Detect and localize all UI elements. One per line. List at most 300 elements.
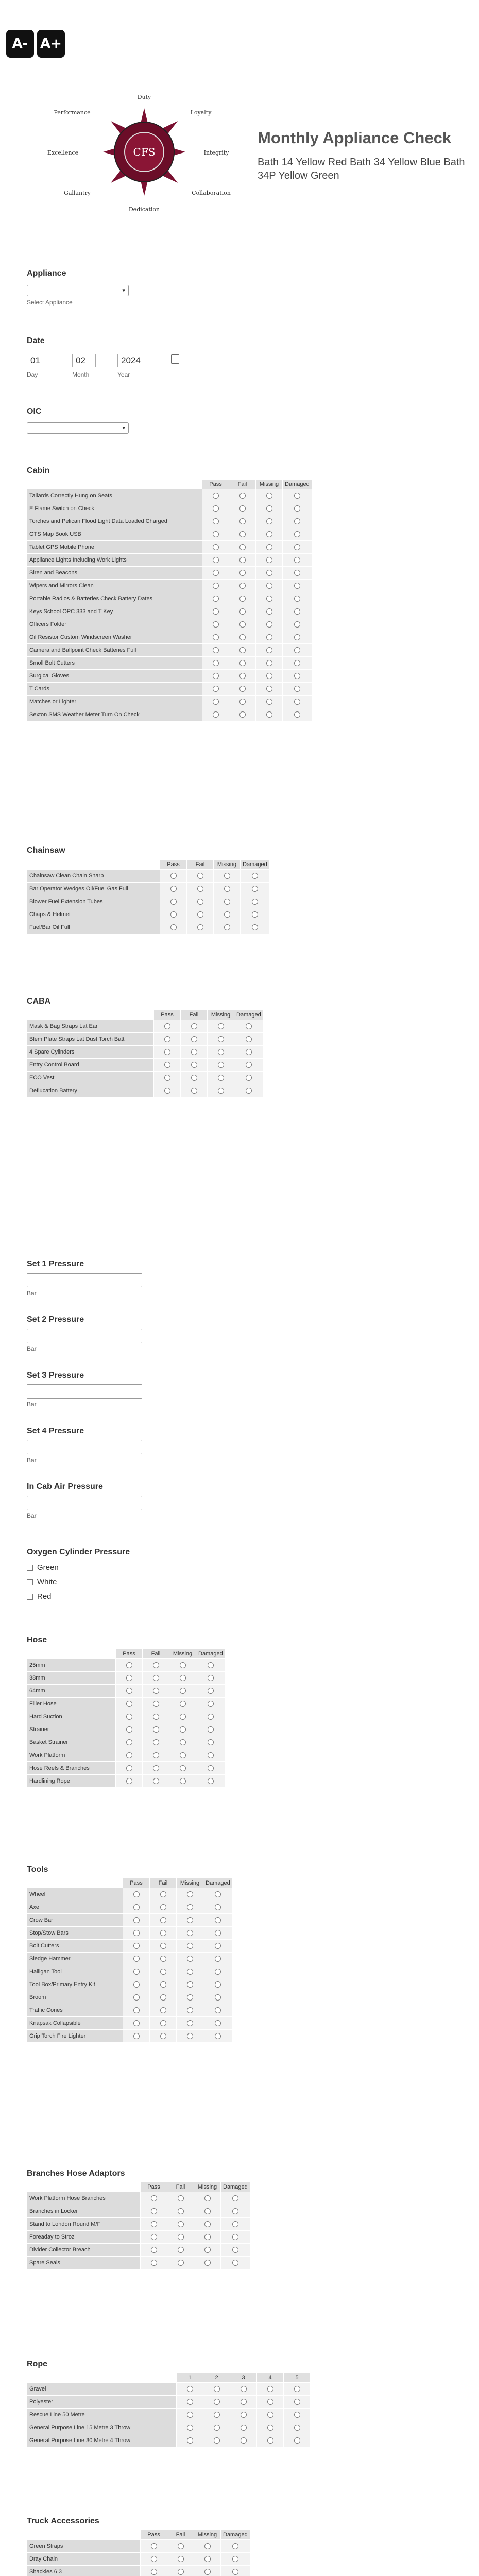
- radio-button[interactable]: [239, 493, 246, 499]
- radio-cell[interactable]: [150, 1888, 177, 1901]
- radio-button[interactable]: [213, 557, 219, 563]
- radio-cell[interactable]: [221, 2218, 250, 2231]
- radio-cell[interactable]: [203, 2434, 230, 2447]
- radio-cell[interactable]: [283, 580, 312, 592]
- radio-cell[interactable]: [169, 1736, 196, 1749]
- radio-cell[interactable]: [257, 2421, 284, 2434]
- radio-button[interactable]: [208, 1662, 214, 1668]
- radio-cell[interactable]: [167, 2244, 194, 2257]
- radio-cell[interactable]: [203, 2409, 230, 2421]
- radio-cell[interactable]: [256, 670, 283, 683]
- radio-button[interactable]: [160, 1981, 166, 1988]
- increase-font-button[interactable]: A+: [37, 30, 65, 58]
- radio-button[interactable]: [204, 2208, 211, 2214]
- radio-cell[interactable]: [229, 657, 256, 670]
- radio-button[interactable]: [187, 1956, 193, 1962]
- radio-button[interactable]: [241, 2399, 247, 2405]
- radio-cell[interactable]: [256, 618, 283, 631]
- checkbox[interactable]: [27, 1579, 33, 1585]
- radio-button[interactable]: [187, 1943, 193, 1949]
- radio-button[interactable]: [294, 647, 300, 653]
- radio-button[interactable]: [151, 2234, 157, 2240]
- radio-cell[interactable]: [177, 2004, 203, 2017]
- date-year-input[interactable]: 2024: [117, 354, 153, 367]
- radio-cell[interactable]: [150, 2030, 177, 2043]
- radio-button[interactable]: [197, 924, 203, 930]
- radio-cell[interactable]: [203, 2030, 233, 2043]
- radio-cell[interactable]: [177, 1914, 203, 1927]
- radio-cell[interactable]: [160, 870, 187, 883]
- radio-cell[interactable]: [241, 895, 270, 908]
- radio-cell[interactable]: [202, 554, 229, 567]
- radio-cell[interactable]: [230, 2396, 257, 2409]
- radio-button[interactable]: [294, 2386, 300, 2392]
- radio-button[interactable]: [215, 1943, 221, 1949]
- radio-button[interactable]: [239, 518, 246, 524]
- radio-cell[interactable]: [169, 1685, 196, 1698]
- radio-cell[interactable]: [208, 1084, 234, 1097]
- radio-button[interactable]: [294, 544, 300, 550]
- radio-cell[interactable]: [141, 2231, 167, 2244]
- radio-cell[interactable]: [203, 2396, 230, 2409]
- radio-cell[interactable]: [141, 2553, 167, 2566]
- radio-button[interactable]: [204, 2569, 211, 2575]
- radio-cell[interactable]: [234, 1084, 264, 1097]
- radio-button[interactable]: [266, 634, 272, 640]
- radio-cell[interactable]: [177, 1978, 203, 1991]
- radio-cell[interactable]: [283, 631, 312, 644]
- radio-button[interactable]: [187, 1891, 193, 1897]
- radio-button[interactable]: [266, 621, 272, 628]
- radio-button[interactable]: [180, 1701, 186, 1707]
- oic-select[interactable]: [27, 422, 129, 434]
- radio-cell[interactable]: [229, 708, 256, 721]
- radio-button[interactable]: [239, 544, 246, 550]
- radio-button[interactable]: [191, 1075, 197, 1081]
- radio-button[interactable]: [153, 1778, 159, 1784]
- oxygen-option-white[interactable]: White: [27, 1578, 57, 1586]
- radio-cell[interactable]: [202, 631, 229, 644]
- radio-cell[interactable]: [203, 1888, 233, 1901]
- radio-button[interactable]: [266, 647, 272, 653]
- radio-cell[interactable]: [194, 2231, 221, 2244]
- radio-button[interactable]: [178, 2234, 184, 2240]
- radio-button[interactable]: [213, 608, 219, 615]
- radio-cell[interactable]: [202, 489, 229, 502]
- radio-cell[interactable]: [150, 1965, 177, 1978]
- radio-button[interactable]: [224, 899, 230, 905]
- radio-cell[interactable]: [229, 683, 256, 696]
- radio-button[interactable]: [294, 711, 300, 718]
- radio-button[interactable]: [294, 570, 300, 576]
- radio-button[interactable]: [214, 2412, 220, 2418]
- radio-button[interactable]: [213, 583, 219, 589]
- radio-button[interactable]: [294, 531, 300, 537]
- radio-button[interactable]: [241, 2386, 247, 2392]
- radio-cell[interactable]: [150, 1978, 177, 1991]
- radio-cell[interactable]: [169, 1762, 196, 1775]
- radio-cell[interactable]: [230, 2421, 257, 2434]
- radio-button[interactable]: [204, 2195, 211, 2201]
- radio-button[interactable]: [208, 1726, 214, 1733]
- radio-button[interactable]: [153, 1688, 159, 1694]
- radio-cell[interactable]: [221, 2231, 250, 2244]
- radio-button[interactable]: [294, 493, 300, 499]
- radio-button[interactable]: [180, 1765, 186, 1771]
- radio-button[interactable]: [164, 1075, 170, 1081]
- radio-button[interactable]: [208, 1714, 214, 1720]
- radio-button[interactable]: [197, 873, 203, 879]
- radio-button[interactable]: [294, 621, 300, 628]
- radio-button[interactable]: [204, 2247, 211, 2253]
- radio-cell[interactable]: [221, 2566, 250, 2576]
- radio-cell[interactable]: [256, 567, 283, 580]
- radio-cell[interactable]: [143, 1672, 169, 1685]
- radio-button[interactable]: [160, 2020, 166, 2026]
- radio-button[interactable]: [180, 1688, 186, 1694]
- radio-button[interactable]: [178, 2247, 184, 2253]
- radio-button[interactable]: [239, 660, 246, 666]
- radio-button[interactable]: [218, 1062, 224, 1068]
- radio-cell[interactable]: [177, 2017, 203, 2030]
- radio-cell[interactable]: [181, 1072, 208, 1084]
- radio-button[interactable]: [187, 2020, 193, 2026]
- radio-button[interactable]: [239, 557, 246, 563]
- radio-cell[interactable]: [141, 2244, 167, 2257]
- radio-cell[interactable]: [214, 921, 241, 934]
- radio-cell[interactable]: [214, 895, 241, 908]
- radio-button[interactable]: [187, 2437, 193, 2444]
- radio-button[interactable]: [191, 1088, 197, 1094]
- radio-cell[interactable]: [116, 1723, 143, 1736]
- radio-cell[interactable]: [229, 541, 256, 554]
- radio-cell[interactable]: [234, 1033, 264, 1046]
- radio-cell[interactable]: [202, 592, 229, 605]
- radio-button[interactable]: [153, 1675, 159, 1681]
- radio-cell[interactable]: [181, 1020, 208, 1033]
- radio-cell[interactable]: [283, 489, 312, 502]
- radio-button[interactable]: [213, 699, 219, 705]
- radio-button[interactable]: [215, 1994, 221, 2001]
- radio-cell[interactable]: [229, 567, 256, 580]
- radio-button[interactable]: [246, 1049, 252, 1055]
- radio-cell[interactable]: [196, 1710, 226, 1723]
- radio-button[interactable]: [151, 2569, 157, 2575]
- radio-cell[interactable]: [150, 1927, 177, 1940]
- radio-cell[interactable]: [123, 1901, 150, 1914]
- radio-cell[interactable]: [116, 1736, 143, 1749]
- radio-cell[interactable]: [203, 2421, 230, 2434]
- radio-cell[interactable]: [234, 1020, 264, 1033]
- radio-button[interactable]: [133, 1943, 140, 1949]
- radio-cell[interactable]: [169, 1710, 196, 1723]
- radio-cell[interactable]: [169, 1659, 196, 1672]
- radio-cell[interactable]: [177, 1991, 203, 2004]
- radio-button[interactable]: [232, 2234, 238, 2240]
- radio-cell[interactable]: [160, 895, 187, 908]
- radio-button[interactable]: [191, 1062, 197, 1068]
- radio-cell[interactable]: [150, 1914, 177, 1927]
- radio-cell[interactable]: [116, 1710, 143, 1723]
- radio-cell[interactable]: [203, 1991, 233, 2004]
- radio-cell[interactable]: [196, 1762, 226, 1775]
- radio-cell[interactable]: [143, 1749, 169, 1762]
- radio-cell[interactable]: [283, 554, 312, 567]
- radio-cell[interactable]: [221, 2540, 250, 2553]
- radio-cell[interactable]: [221, 2244, 250, 2257]
- radio-cell[interactable]: [234, 1046, 264, 1059]
- radio-button[interactable]: [246, 1088, 252, 1094]
- radio-cell[interactable]: [167, 2540, 194, 2553]
- radio-cell[interactable]: [154, 1046, 181, 1059]
- radio-button[interactable]: [215, 1956, 221, 1962]
- radio-button[interactable]: [160, 1969, 166, 1975]
- radio-button[interactable]: [213, 570, 219, 576]
- radio-cell[interactable]: [116, 1749, 143, 1762]
- radio-cell[interactable]: [203, 1978, 233, 1991]
- radio-button[interactable]: [294, 2399, 300, 2405]
- radio-button[interactable]: [213, 518, 219, 524]
- radio-cell[interactable]: [256, 580, 283, 592]
- radio-cell[interactable]: [229, 618, 256, 631]
- radio-button[interactable]: [204, 2221, 211, 2227]
- radio-button[interactable]: [170, 924, 177, 930]
- radio-cell[interactable]: [177, 2421, 203, 2434]
- radio-button[interactable]: [213, 596, 219, 602]
- radio-button[interactable]: [224, 924, 230, 930]
- radio-button[interactable]: [133, 1956, 140, 1962]
- radio-button[interactable]: [294, 583, 300, 589]
- radio-button[interactable]: [252, 873, 258, 879]
- radio-button[interactable]: [151, 2556, 157, 2562]
- radio-cell[interactable]: [154, 1033, 181, 1046]
- radio-button[interactable]: [239, 570, 246, 576]
- radio-button[interactable]: [204, 2543, 211, 2549]
- radio-button[interactable]: [213, 493, 219, 499]
- radio-button[interactable]: [151, 2208, 157, 2214]
- radio-cell[interactable]: [256, 528, 283, 541]
- radio-button[interactable]: [215, 2033, 221, 2039]
- radio-cell[interactable]: [123, 1978, 150, 1991]
- radio-button[interactable]: [126, 1726, 132, 1733]
- radio-button[interactable]: [126, 1714, 132, 1720]
- radio-cell[interactable]: [257, 2396, 284, 2409]
- radio-cell[interactable]: [230, 2383, 257, 2396]
- radio-cell[interactable]: [202, 696, 229, 708]
- radio-button[interactable]: [294, 2425, 300, 2431]
- radio-button[interactable]: [246, 1075, 252, 1081]
- radio-cell[interactable]: [221, 2192, 250, 2205]
- radio-button[interactable]: [153, 1714, 159, 1720]
- radio-cell[interactable]: [123, 2017, 150, 2030]
- radio-cell[interactable]: [256, 515, 283, 528]
- radio-button[interactable]: [151, 2260, 157, 2266]
- radio-button[interactable]: [266, 686, 272, 692]
- checkbox[interactable]: [27, 1594, 33, 1600]
- radio-button[interactable]: [160, 2033, 166, 2039]
- pressure-input[interactable]: [27, 1273, 142, 1287]
- radio-button[interactable]: [160, 1904, 166, 1910]
- radio-cell[interactable]: [221, 2553, 250, 2566]
- radio-button[interactable]: [126, 1675, 132, 1681]
- radio-button[interactable]: [215, 1969, 221, 1975]
- radio-cell[interactable]: [256, 683, 283, 696]
- radio-button[interactable]: [252, 886, 258, 892]
- radio-button[interactable]: [232, 2556, 238, 2562]
- radio-button[interactable]: [164, 1023, 170, 1029]
- radio-button[interactable]: [170, 911, 177, 918]
- radio-button[interactable]: [266, 505, 272, 512]
- radio-cell[interactable]: [202, 567, 229, 580]
- radio-button[interactable]: [267, 2437, 273, 2444]
- radio-cell[interactable]: [241, 921, 270, 934]
- radio-cell[interactable]: [229, 515, 256, 528]
- radio-cell[interactable]: [202, 618, 229, 631]
- radio-button[interactable]: [208, 1739, 214, 1745]
- radio-cell[interactable]: [229, 605, 256, 618]
- radio-cell[interactable]: [256, 554, 283, 567]
- radio-cell[interactable]: [283, 567, 312, 580]
- radio-button[interactable]: [204, 2260, 211, 2266]
- radio-button[interactable]: [153, 1752, 159, 1758]
- radio-button[interactable]: [191, 1023, 197, 1029]
- radio-cell[interactable]: [150, 1901, 177, 1914]
- radio-button[interactable]: [239, 583, 246, 589]
- radio-button[interactable]: [160, 1956, 166, 1962]
- radio-cell[interactable]: [187, 870, 214, 883]
- radio-button[interactable]: [218, 1036, 224, 1042]
- radio-cell[interactable]: [203, 1965, 233, 1978]
- radio-cell[interactable]: [123, 1927, 150, 1940]
- radio-button[interactable]: [180, 1739, 186, 1745]
- radio-button[interactable]: [178, 2556, 184, 2562]
- radio-button[interactable]: [214, 2386, 220, 2392]
- radio-cell[interactable]: [196, 1672, 226, 1685]
- radio-button[interactable]: [164, 1049, 170, 1055]
- radio-cell[interactable]: [187, 908, 214, 921]
- radio-button[interactable]: [266, 711, 272, 718]
- radio-button[interactable]: [214, 2425, 220, 2431]
- radio-button[interactable]: [151, 2247, 157, 2253]
- radio-cell[interactable]: [256, 708, 283, 721]
- radio-button[interactable]: [213, 531, 219, 537]
- radio-button[interactable]: [197, 886, 203, 892]
- radio-cell[interactable]: [167, 2218, 194, 2231]
- radio-cell[interactable]: [177, 1901, 203, 1914]
- radio-button[interactable]: [215, 1930, 221, 1936]
- radio-cell[interactable]: [202, 644, 229, 657]
- radio-button[interactable]: [197, 911, 203, 918]
- radio-button[interactable]: [232, 2247, 238, 2253]
- radio-button[interactable]: [232, 2195, 238, 2201]
- radio-cell[interactable]: [203, 2017, 233, 2030]
- radio-cell[interactable]: [167, 2231, 194, 2244]
- radio-button[interactable]: [187, 2386, 193, 2392]
- radio-cell[interactable]: [283, 644, 312, 657]
- radio-button[interactable]: [215, 1981, 221, 1988]
- radio-cell[interactable]: [123, 2030, 150, 2043]
- radio-cell[interactable]: [123, 1940, 150, 1953]
- radio-cell[interactable]: [194, 2553, 221, 2566]
- radio-button[interactable]: [239, 686, 246, 692]
- radio-button[interactable]: [164, 1062, 170, 1068]
- radio-cell[interactable]: [177, 1927, 203, 1940]
- pressure-input[interactable]: [27, 1496, 142, 1510]
- radio-cell[interactable]: [143, 1685, 169, 1698]
- radio-cell[interactable]: [123, 1991, 150, 2004]
- radio-button[interactable]: [213, 621, 219, 628]
- radio-cell[interactable]: [202, 708, 229, 721]
- pressure-input[interactable]: [27, 1329, 142, 1343]
- radio-cell[interactable]: [169, 1672, 196, 1685]
- radio-cell[interactable]: [229, 592, 256, 605]
- radio-cell[interactable]: [283, 696, 312, 708]
- radio-button[interactable]: [187, 1930, 193, 1936]
- radio-cell[interactable]: [169, 1723, 196, 1736]
- radio-button[interactable]: [208, 1752, 214, 1758]
- radio-button[interactable]: [266, 660, 272, 666]
- radio-cell[interactable]: [196, 1736, 226, 1749]
- radio-cell[interactable]: [283, 515, 312, 528]
- radio-button[interactable]: [126, 1739, 132, 1745]
- radio-cell[interactable]: [256, 644, 283, 657]
- radio-button[interactable]: [187, 1917, 193, 1923]
- radio-button[interactable]: [266, 557, 272, 563]
- radio-button[interactable]: [266, 583, 272, 589]
- radio-button[interactable]: [215, 1891, 221, 1897]
- radio-button[interactable]: [239, 634, 246, 640]
- radio-cell[interactable]: [283, 708, 312, 721]
- radio-cell[interactable]: [214, 870, 241, 883]
- radio-cell[interactable]: [116, 1698, 143, 1710]
- radio-button[interactable]: [187, 1904, 193, 1910]
- radio-button[interactable]: [187, 2033, 193, 2039]
- radio-cell[interactable]: [203, 1901, 233, 1914]
- radio-cell[interactable]: [202, 657, 229, 670]
- radio-cell[interactable]: [141, 2540, 167, 2553]
- radio-cell[interactable]: [208, 1020, 234, 1033]
- radio-cell[interactable]: [230, 2409, 257, 2421]
- radio-button[interactable]: [215, 1904, 221, 1910]
- radio-cell[interactable]: [202, 515, 229, 528]
- radio-cell[interactable]: [169, 1698, 196, 1710]
- radio-button[interactable]: [126, 1778, 132, 1784]
- radio-button[interactable]: [153, 1662, 159, 1668]
- radio-cell[interactable]: [141, 2192, 167, 2205]
- radio-button[interactable]: [213, 647, 219, 653]
- radio-cell[interactable]: [177, 2383, 203, 2396]
- radio-button[interactable]: [133, 2007, 140, 2013]
- radio-button[interactable]: [214, 2437, 220, 2444]
- oxygen-option-green[interactable]: Green: [27, 1563, 59, 1572]
- radio-button[interactable]: [191, 1036, 197, 1042]
- radio-button[interactable]: [294, 608, 300, 615]
- radio-button[interactable]: [133, 1994, 140, 2001]
- radio-button[interactable]: [239, 621, 246, 628]
- radio-cell[interactable]: [202, 580, 229, 592]
- radio-button[interactable]: [294, 660, 300, 666]
- radio-cell[interactable]: [208, 1072, 234, 1084]
- radio-button[interactable]: [160, 2007, 166, 2013]
- radio-button[interactable]: [160, 1994, 166, 2001]
- radio-cell[interactable]: [256, 631, 283, 644]
- radio-button[interactable]: [239, 505, 246, 512]
- radio-button[interactable]: [180, 1662, 186, 1668]
- radio-cell[interactable]: [141, 2205, 167, 2218]
- radio-button[interactable]: [294, 2412, 300, 2418]
- radio-cell[interactable]: [116, 1762, 143, 1775]
- radio-cell[interactable]: [202, 683, 229, 696]
